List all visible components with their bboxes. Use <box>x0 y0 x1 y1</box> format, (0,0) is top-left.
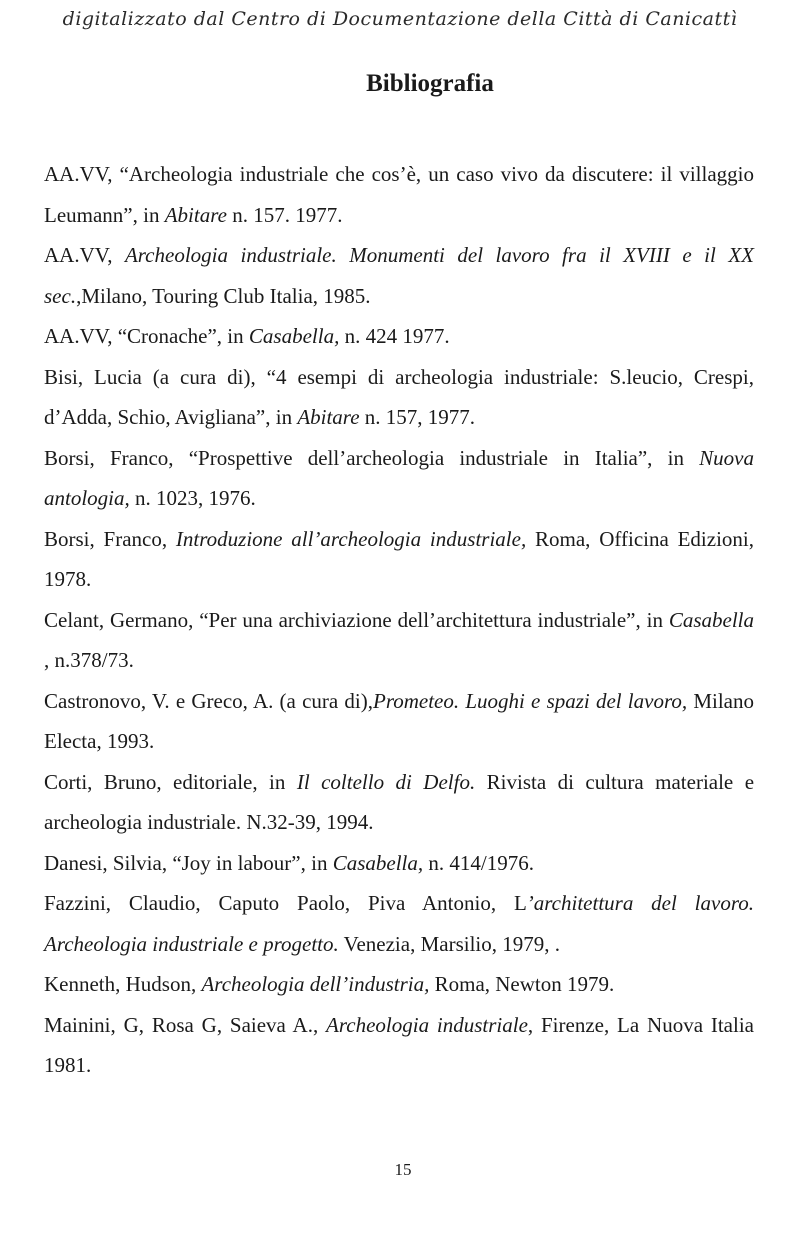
entry-text: Milano Electa, 1993. <box>44 688 754 753</box>
entry-text: Mainini, G, Rosa G, Saieva A., <box>44 1012 327 1037</box>
entry-text: Borsi, Franco, <box>44 526 176 551</box>
entry-text: Corti, Bruno, editoriale, in <box>44 769 297 794</box>
entry-text: Roma, Officina Edizioni, 1978. <box>44 526 754 591</box>
entry-text: n. 414/1976. <box>423 850 534 875</box>
entry-italic-title: Archeologia industriale <box>326 1012 528 1037</box>
entry-text: Danesi, Silvia, “Joy in labour”, in <box>44 850 333 875</box>
entry-text: , n.378/73. <box>44 648 134 672</box>
entry-text: ,Milano, Touring Club Italia, 1985. <box>76 283 371 308</box>
entry-text: Celant, Germano, “Per una archiviazione dell’architettura industriale”, in <box>44 607 669 632</box>
entry-text: n. 424 1977. <box>339 324 450 348</box>
bibliography-entry <box>44 316 754 357</box>
entry-text: AA.VV, “Cronache”, in <box>44 324 249 348</box>
entry-text: Venezia, Marsilio, 1979, . <box>338 931 560 956</box>
entry-italic-title: Il coltello di Delfo. <box>296 769 476 794</box>
page-title: Bibliografia <box>366 70 494 97</box>
bibliography-entry <box>44 883 754 964</box>
bibliography-entry <box>44 843 754 884</box>
entry-italic-title: Casabella, <box>248 324 340 348</box>
entry-text: Bisi, Lucia (a cura di), “4 esempi di archeologia industriale: S.leucio, Crespi, d’Adda, Schio, Avigliana”, in <box>44 364 754 429</box>
entry-italic-title: Abitare <box>297 405 360 429</box>
entry-text: AA.VV, “Archeologia industriale che cos’è, un caso vivo da discutere: il villaggio Leumann”, in <box>44 162 754 227</box>
digitization-watermark: digitalizzato dal Centro di Documentazione della Città di Canicattì <box>62 8 738 30</box>
entry-italic-title: ’architettura del lavoro. Archeologia industriale e progetto. <box>44 891 754 956</box>
bibliography-entry <box>44 154 754 235</box>
entry-italic-title: Casabella, <box>332 850 424 875</box>
entry-text: Rivista di cultura materiale e archeologia industriale. N.32-39, 1994. <box>44 769 755 834</box>
entry-italic-title: Prometeo. Luoghi e spazi del lavoro, <box>373 688 688 713</box>
page-number: 15 <box>394 1160 412 1179</box>
bibliography-entry <box>44 964 754 1005</box>
bibliography-list <box>44 154 754 1086</box>
entry-italic-title: Archeologia industriale. Monumenti del lavoro fra il XVIII e il XX sec. <box>44 243 754 308</box>
bibliography-entry <box>44 235 754 316</box>
entry-italic-title: Introduzione all’archeologia industriale, <box>175 526 527 551</box>
bibliography-entry <box>44 519 754 600</box>
bibliography-entry <box>44 438 754 519</box>
entry-text: Borsi, Franco, “Prospettive dell’archeologia industriale in Italia”, in <box>44 445 700 470</box>
entry-text: Castronovo, V. e Greco, A. (a cura di), <box>44 688 373 713</box>
entry-text: Fazzini, Claudio, Caputo Paolo, Piva Antonio, L <box>44 891 527 915</box>
bibliography-entry <box>44 600 754 681</box>
entry-text: n. 1023, 1976. <box>129 486 256 510</box>
entry-text: , Firenze, La Nuova Italia 1981. <box>44 1012 754 1077</box>
entry-text: n. 157. 1977. <box>226 202 343 227</box>
bibliography-entry <box>44 762 754 843</box>
entry-text: n. 157, 1977. <box>359 405 476 429</box>
bibliography-entry <box>44 681 754 762</box>
entry-italic-title: Casabella <box>668 607 754 632</box>
bibliography-entry <box>44 1005 754 1086</box>
entry-italic-title: Nuova antologia, <box>44 445 754 510</box>
bibliography-entry <box>44 357 754 438</box>
entry-text: Kenneth, Hudson, <box>44 972 202 996</box>
entry-text: AA.VV, <box>44 243 125 267</box>
entry-italic-title: Archeologia dell’industria, <box>201 972 430 996</box>
entry-italic-title: Abitare <box>164 202 227 227</box>
entry-text: Roma, Newton 1979. <box>429 972 615 996</box>
